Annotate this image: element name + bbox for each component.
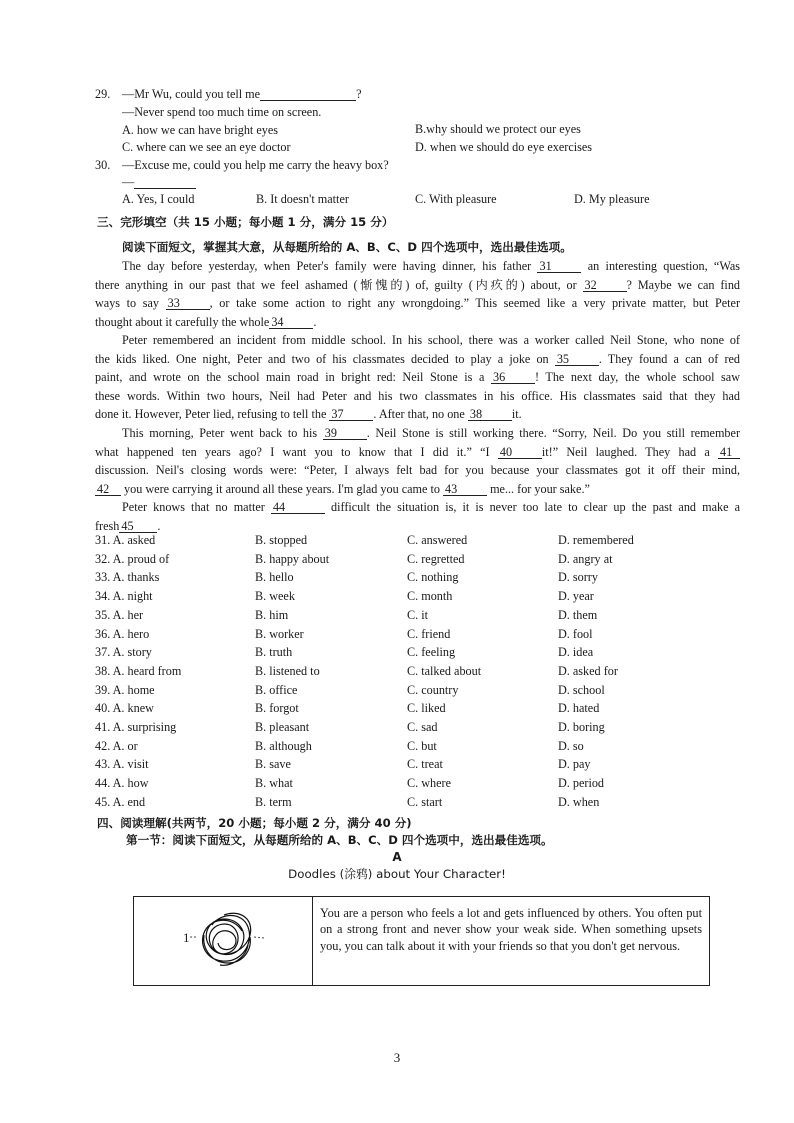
option-d: D. boring — [558, 720, 605, 734]
section-4-part-1: 第一节：阅读下面短文，从每题所给的 A、B、C、D 四个选项中，选出最佳选项。 — [126, 833, 553, 847]
passage-letter: A — [392, 850, 402, 864]
option-d: D. hated — [558, 701, 600, 716]
option-c: C. nothing — [407, 570, 459, 585]
option-row — [95, 757, 745, 776]
passage-title: Doodles (涂鸦) about Your Character! — [288, 867, 506, 881]
blank-39[interactable]: 39 — [323, 427, 367, 440]
option-c: C. answered — [407, 533, 468, 547]
option-a: 37. A. story — [95, 645, 152, 660]
option-a: 34. A. night — [95, 589, 153, 604]
option-row — [95, 683, 745, 702]
option-row — [95, 589, 745, 608]
option-b: B. happy about — [255, 551, 330, 566]
option-a: 31. A. asked — [95, 533, 156, 547]
option-row — [95, 552, 745, 571]
option-b: B. listened to — [255, 663, 320, 678]
option-b: B. pleasant — [255, 720, 310, 734]
option-c: C. where can we see an eye doctor — [122, 140, 291, 154]
option-c: C. sad — [407, 720, 438, 734]
option-a: 45. A. end — [95, 794, 146, 809]
option-c: C. talked about — [407, 663, 482, 678]
option-a: 33. A. thanks — [95, 570, 160, 585]
option-d: D. remembered — [558, 533, 634, 547]
option-a: 38. A. heard from — [95, 663, 182, 678]
doodle-table — [133, 896, 710, 986]
option-row — [95, 533, 745, 552]
blank-45[interactable]: 45 — [119, 520, 157, 533]
option-b: B. what — [255, 776, 293, 791]
option-row — [95, 739, 745, 758]
scribble-doodle-icon — [190, 905, 270, 977]
question-30-reply: — — [122, 175, 196, 190]
cloze-paragraph-4: Peter knows that no matter 44 difficult the situation is, it is never too late to clear up the past and make a fresh 45 . — [95, 500, 740, 533]
section-3-instruction: 阅读下面短文，掌握其大意，从每题所给的 A、B、C、D 四个选项中，选出最佳选项。 — [122, 240, 572, 254]
option-d: D. sorry — [558, 570, 598, 585]
option-row — [95, 776, 745, 795]
blank-40[interactable]: 40 — [498, 446, 542, 459]
option-b: B. term — [255, 794, 292, 809]
blank-42[interactable]: 42 — [95, 483, 121, 496]
option-d: D. angry at — [558, 551, 613, 566]
option-row — [95, 664, 745, 683]
blank-44[interactable]: 44 — [271, 501, 325, 514]
option-d: D. period — [558, 776, 605, 791]
doodle-image-cell — [134, 897, 313, 985]
question-number: 30. — [95, 158, 111, 172]
option-b: B. save — [255, 757, 291, 772]
option-a: 41. A. surprising — [95, 720, 177, 734]
blank-38[interactable]: 38 — [468, 408, 512, 421]
option-d: D. fool — [558, 626, 593, 641]
option-c: C. feeling — [407, 645, 456, 660]
option-c: C. month — [407, 589, 453, 604]
blank-31[interactable]: 31 — [537, 260, 581, 273]
option-d: D. when — [558, 794, 600, 809]
option-d: D. them — [558, 607, 598, 622]
option-c: C. but — [407, 738, 437, 753]
blank-41[interactable]: 41 — [718, 446, 740, 459]
page-number: 3 — [393, 1050, 401, 1065]
option-a: 39. A. home — [95, 682, 155, 697]
option-row — [95, 570, 745, 589]
answer-blank[interactable] — [134, 176, 196, 189]
item-number: 1 — [183, 930, 190, 945]
option-d: D. idea — [558, 645, 594, 660]
question-30-stem: 30. —Excuse me, could you help me carry the heavy box? — [95, 158, 389, 172]
option-row — [95, 627, 745, 646]
option-b: B. forgot — [255, 701, 299, 716]
option-row — [95, 608, 745, 627]
option-d: D. when we should do eye exercises — [415, 140, 593, 154]
question-29-stem: 29. —Mr Wu, could you tell me ? — [95, 87, 362, 101]
option-a: 40. A. knew — [95, 701, 154, 716]
question-29-reply: —Never spend too much time on screen. — [122, 105, 322, 119]
blank-36[interactable]: 36 — [491, 371, 535, 384]
option-b: B.why should we protect our eyes — [415, 122, 581, 136]
option-d: D. My pleasure — [574, 192, 650, 206]
option-a: 44. A. how — [95, 776, 149, 791]
option-c: C. it — [407, 607, 428, 622]
option-a: A. Yes, I could — [122, 192, 195, 206]
option-c: C. start — [407, 794, 443, 809]
option-b: B. although — [255, 738, 312, 753]
option-row — [95, 795, 745, 814]
option-b: B. It doesn't matter — [256, 192, 349, 206]
cloze-paragraph-2: Peter remembered an incident from middle school. In his school, there was a worker called Neil Stone, who none of the kids liked. One night, Peter and two of his classmates decided to play a joke on 35 . They found a can of red paint, and wrote on the school main road in bright red: Neil Stone is a 36 ! The next day, the whole school saw these words. Within two hours, Neil had Peter and his two classmates in his office. His classmates said that they had done it. However, Peter lied, refusing to tell the 37 . After that, no one 38 it. — [95, 333, 741, 422]
cloze-paragraph-1: The day before yesterday, when Peter's family were having dinner, his father 31 an interesting question, “Was there anything in our past that we feel ashamed (惭愧的) of, guilty (内疚的) about, or 32 ? Maybe we can find ways to say 33 , or take some action to right any wrongdoing.” This seemed like a very private matter, but Peter thought about it carefully the whole 34 . — [95, 259, 741, 329]
cloze-paragraph-3: This morning, Peter went back to his 39 . Neil Stone is still working there. “Sorry, Neil. Do you still remember what happened ten years ago? I want you to know that I did it.” “I 40 it!” Neil laughed. They had a 41 discussion. Neil's closing words were: “Peter, I always felt bad for you because your classmates got it off their mind, 42 you were carrying it around all these years. I'm glad you came to 43 me... for your sake.” — [95, 426, 740, 496]
option-row — [95, 701, 745, 720]
option-d: D. so — [558, 738, 584, 753]
option-a: 43. A. visit — [95, 757, 149, 772]
doodle-description: You are a person who feels a lot and gets influenced by others. You often put on a strong front and never show your weak side. When something upsets you, you can talk about it with your friends so that you don't get nervous. — [320, 906, 702, 953]
option-a: A. how we can have bright eyes — [122, 123, 279, 137]
blank-32[interactable]: 32 — [583, 279, 627, 292]
option-a: 32. A. proud of — [95, 551, 170, 566]
option-c: C. where — [407, 776, 451, 791]
option-c: C. treat — [407, 757, 443, 772]
option-a: 42. A. or — [95, 738, 138, 753]
option-row — [95, 720, 745, 739]
section-3-heading: 三、完形填空（共 15 小题；每小题 1 分，满分 15 分） — [97, 215, 394, 229]
option-d: D. year — [558, 589, 594, 604]
question-number: 29. — [95, 87, 111, 101]
option-c: C. regretted — [407, 551, 465, 566]
option-a: 36. A. hero — [95, 626, 150, 641]
option-c: C. country — [407, 682, 459, 697]
option-c: C. friend — [407, 626, 451, 641]
section-4-heading: 四、阅读理解(共两节，20 小题；每小题 2 分，满分 40 分) — [97, 816, 412, 830]
option-d: D. school — [558, 682, 605, 697]
option-b: B. office — [255, 682, 298, 697]
option-c: C. liked — [407, 701, 446, 716]
option-row — [95, 645, 745, 664]
option-b: B. him — [255, 607, 289, 622]
option-b: B. worker — [255, 626, 304, 641]
option-b: B. truth — [255, 645, 293, 660]
option-d: D. asked for — [558, 663, 618, 678]
blank-43[interactable]: 43 — [443, 483, 487, 496]
blank-37[interactable]: 37 — [329, 408, 373, 421]
option-b: B. stopped — [255, 533, 308, 547]
option-c: C. With pleasure — [415, 192, 497, 206]
option-d: D. pay — [558, 757, 591, 772]
blank-34[interactable]: 34 — [269, 316, 313, 329]
option-b: B. week — [255, 589, 295, 604]
blank-33[interactable]: 33 — [166, 297, 210, 310]
answer-blank[interactable] — [260, 88, 356, 101]
option-a: 35. A. her — [95, 607, 144, 622]
option-b: B. hello — [255, 570, 294, 585]
blank-35[interactable]: 35 — [555, 353, 599, 366]
